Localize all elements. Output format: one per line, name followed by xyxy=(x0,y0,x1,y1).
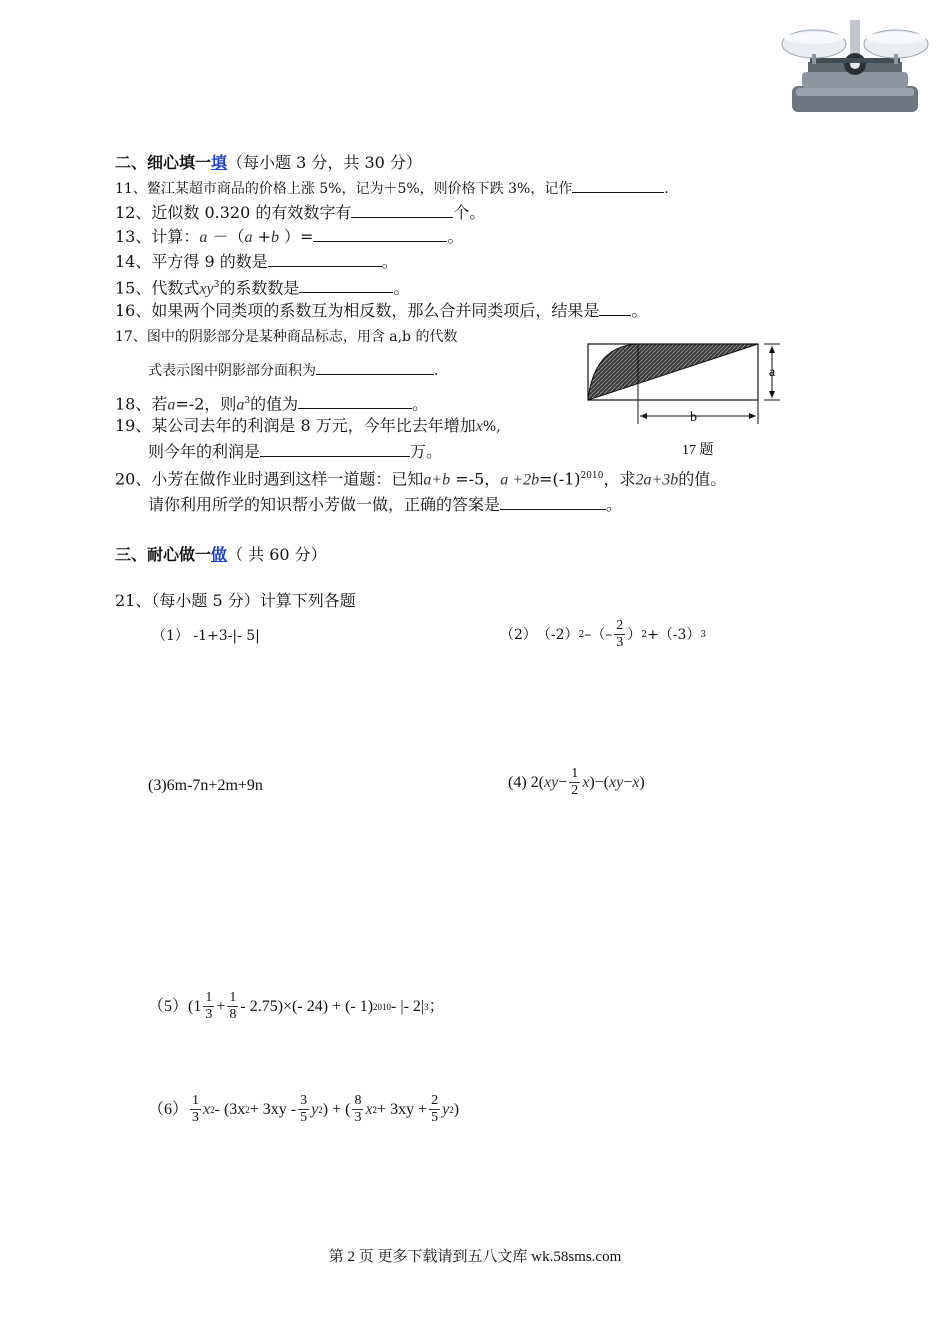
q11-end: . xyxy=(664,181,669,197)
q19-text: 19、某公司去年的利润是 8 万元，今年比去年增加 xyxy=(115,416,476,435)
q20-mid: ，求 xyxy=(603,469,636,489)
section-3-title: 三、耐心做一 xyxy=(115,545,212,564)
q21-p4-x: x xyxy=(582,773,590,791)
q21-p6-fraction-3 xyxy=(352,1093,363,1126)
page-footer xyxy=(0,1245,950,1266)
q21-p2-b: –（– xyxy=(584,626,613,643)
q21-p2-c: ） xyxy=(627,626,642,643)
q21-p6-a: x xyxy=(203,1100,211,1118)
q20-blank[interactable] xyxy=(500,494,606,510)
q21-p5-exp: 2010 xyxy=(373,1001,392,1012)
q21-p6-c: + 3xy - xyxy=(249,1100,297,1118)
question-21-header xyxy=(115,591,356,611)
balance-scale-icon xyxy=(780,14,930,118)
q21-p2-label: （2） xyxy=(500,626,537,643)
q21-part-2 xyxy=(500,618,706,651)
q12-text: 12、近似数 0.320 的有效数字有 xyxy=(115,203,352,222)
q20-eq-1: =-5， xyxy=(450,469,501,489)
q17-text: 17、图中的阴影部分是某种商品标志，用含 a,b 的代数 xyxy=(115,329,458,345)
section-2-note: （每小题 3 分，共 30 分） xyxy=(227,153,422,172)
q21-p5-b: - 2.75)×(- 24) + (- 1) xyxy=(240,997,374,1015)
q20-expr-3: 2a+3b xyxy=(635,471,679,489)
q18-var-a2: a xyxy=(236,396,245,414)
q21-p6-exp3: 2 xyxy=(318,1104,323,1115)
q20-end-2: 。 xyxy=(606,495,623,514)
q21-p3-expr: (3)6m-7n+2m+9n xyxy=(148,777,263,794)
q18-var-a: a xyxy=(167,396,176,414)
q20-text: 20、小芳在做作业时遇到这样一道题：已知 xyxy=(115,469,424,489)
q21-p6-exp1: 2 xyxy=(210,1104,215,1115)
q21-p6-f2-den: 5 xyxy=(300,1110,308,1125)
q21-p1-expr: （1） -1+3-|- 5| xyxy=(152,628,260,644)
question-19-line-2 xyxy=(148,441,442,462)
q13-end: 。 xyxy=(447,227,464,246)
q21-p6-fraction-4 xyxy=(429,1093,440,1126)
q19-var-x: x xyxy=(475,418,483,435)
q20-end: 的值。 xyxy=(678,469,727,489)
question-20-line-2 xyxy=(148,494,622,515)
q21-p6-fraction-1 xyxy=(190,1093,201,1126)
q15-text: 15、代数式 xyxy=(115,278,200,298)
q21-header-text: 21、（每小题 5 分）计算下列各题 xyxy=(115,591,356,610)
label-b: b xyxy=(690,410,697,425)
q21-p6-i: ) xyxy=(453,1100,460,1118)
section-3-note: （ 共 60 分） xyxy=(227,545,327,564)
q21-p5-fraction-1 xyxy=(203,990,214,1023)
q21-p4-den: 2 xyxy=(571,783,579,798)
q18-end: 。 xyxy=(412,394,429,414)
q13-var-a2: a xyxy=(244,229,253,246)
q14-text: 14、平方得 9 的数是 xyxy=(115,252,268,271)
q21-p6-exp5: 2 xyxy=(449,1104,454,1115)
q21-p6-e: ) + ( xyxy=(322,1100,351,1118)
q21-p5-f2-den: 8 xyxy=(229,1007,237,1022)
q21-p2-d: +（-3） xyxy=(647,626,701,643)
q13-plus: + xyxy=(252,227,271,246)
q13-close: ）= xyxy=(278,227,314,246)
q21-p5-f1-den: 3 xyxy=(205,1007,213,1022)
q21-p5-fraction-2 xyxy=(227,990,238,1023)
q21-p4-minus2: − xyxy=(623,773,633,791)
q13-var-b: b xyxy=(270,229,279,246)
q21-p5-plus: + xyxy=(216,997,226,1015)
question-14 xyxy=(115,251,398,272)
q20-exponent: 2010 xyxy=(580,471,604,481)
q21-p6-exp4: 2 xyxy=(372,1104,378,1115)
q21-p5-c: - |- 2| xyxy=(391,997,425,1015)
q13-text: 13、计算： xyxy=(115,227,200,246)
shaded-region xyxy=(588,344,758,400)
q21-p6-h: y xyxy=(442,1100,450,1118)
q15-blank[interactable] xyxy=(299,277,393,293)
q21-p4-close: ) xyxy=(639,773,645,791)
section-3-heading xyxy=(115,542,327,565)
question-16 xyxy=(115,300,647,321)
q16-text: 16、如果两个同类项的系数互为相反数，那么合并同类项后，结果是 xyxy=(115,301,600,320)
q20-text-2: 请你利用所学的知识帮小芳做一做，正确的答案是 xyxy=(148,495,501,514)
question-19 xyxy=(115,416,501,437)
q21-part-6 xyxy=(148,1093,459,1126)
q21-p2-a: （-2） xyxy=(536,626,579,643)
q15-exponent: 3 xyxy=(213,280,220,290)
question-17-line-2 xyxy=(148,359,438,381)
q21-p2-a-exp: 2 xyxy=(578,629,585,640)
q21-p4-fraction xyxy=(569,766,580,799)
figure-17 xyxy=(580,334,790,460)
q19-percent: %, xyxy=(482,419,501,435)
q21-p4-minus: − xyxy=(558,773,568,791)
q13-var-a: a xyxy=(199,229,208,246)
q13-blank[interactable] xyxy=(313,226,447,242)
q21-p6-f2-num: 3 xyxy=(300,1093,308,1108)
q20-eq-2: =(-1) xyxy=(539,469,581,489)
q15-var-xy: xy xyxy=(199,280,214,298)
q18-text-3: 的值为 xyxy=(250,394,299,414)
q19-text-2: 则今年的利润是 xyxy=(148,442,261,461)
q21-p2-num: 2 xyxy=(616,618,624,633)
q17-text-2: 式表示图中阴影部分面积为 xyxy=(148,363,316,379)
q21-p2-d-exp: 3 xyxy=(700,629,707,640)
section-2-heading xyxy=(115,150,422,173)
q21-p6-f: x xyxy=(365,1100,373,1118)
q21-p6-d: y xyxy=(311,1100,319,1118)
q18-exponent: 3 xyxy=(244,396,251,406)
q21-p4-label: (4) 2( xyxy=(508,773,544,791)
q21-p2-fraction xyxy=(614,618,625,651)
q15-end: 。 xyxy=(393,278,410,298)
q21-p6-g: + 3xy + xyxy=(377,1100,428,1118)
q17-blank[interactable] xyxy=(316,359,434,375)
question-13 xyxy=(115,226,463,248)
q19-blank[interactable] xyxy=(260,441,410,457)
section-2-link[interactable]: 填 xyxy=(211,153,228,172)
q13-minus: －（ xyxy=(207,227,245,246)
q21-p5-end: ； xyxy=(428,997,445,1015)
q21-p4-rest: )−( xyxy=(589,773,610,791)
q21-p5-a: (1 xyxy=(188,997,202,1015)
q11-text: 11、鳌江某超市商品的价格上涨 5%，记为＋5%，则价格下跌 3%，记作 xyxy=(115,181,573,197)
q21-p6-f3-num: 8 xyxy=(354,1093,362,1108)
q12-blank[interactable] xyxy=(351,202,453,218)
q18-text: 18、若 xyxy=(115,394,168,414)
q21-p6-f3-den: 3 xyxy=(354,1110,362,1125)
q11-blank[interactable] xyxy=(572,177,664,193)
q21-p6-fraction-2 xyxy=(298,1093,309,1126)
q21-p2-c-exp: 2 xyxy=(641,629,648,640)
q18-text-2: =-2，则 xyxy=(175,394,237,414)
q19-end: 万。 xyxy=(410,442,443,461)
q21-p6-f1-den: 3 xyxy=(192,1110,200,1125)
q21-p6-b: - (3x xyxy=(214,1100,246,1118)
q21-p5-f1-num: 1 xyxy=(205,990,213,1005)
q15-text-2: 的系数数是 xyxy=(219,278,300,298)
q21-p4-x2: x xyxy=(632,773,640,791)
q21-p5-exp2: 3 xyxy=(424,1001,429,1012)
question-17 xyxy=(115,327,457,347)
section-3-link[interactable]: 做 xyxy=(211,545,228,564)
label-a: a xyxy=(769,365,776,380)
q20-expr-1: a+b xyxy=(423,471,451,489)
q21-p6-label: （6） xyxy=(148,1100,189,1118)
q21-p6-f4-num: 2 xyxy=(431,1093,439,1108)
q21-p4-xy2: xy xyxy=(609,773,624,791)
q21-p4-xy: xy xyxy=(543,773,559,791)
q21-p6-f4-den: 5 xyxy=(431,1110,439,1125)
q21-part-1 xyxy=(152,626,260,646)
question-11 xyxy=(115,177,669,199)
q21-part-5 xyxy=(148,990,445,1023)
q21-p6-f1-num: 1 xyxy=(192,1093,200,1108)
q18-blank[interactable] xyxy=(298,393,412,409)
q21-p6-exp2: 2 xyxy=(245,1104,250,1115)
question-18 xyxy=(115,391,428,415)
footer-text: 第 2 页 更多下载请到五八文库 wk.58sms.com xyxy=(328,1249,622,1265)
q21-p5-f2-num: 1 xyxy=(229,990,237,1005)
q21-part-4 xyxy=(508,766,645,799)
q16-end: 。 xyxy=(631,301,648,320)
section-2-title: 二、细心填一 xyxy=(115,153,212,172)
q12-end: 个。 xyxy=(453,203,486,222)
q21-p4-num: 1 xyxy=(571,766,579,781)
q14-blank[interactable] xyxy=(268,251,382,267)
q21-p2-den: 3 xyxy=(616,635,624,650)
q21-part-3 xyxy=(148,776,263,796)
figure-caption: 17 题 xyxy=(682,443,714,458)
question-20 xyxy=(115,466,726,490)
q16-blank[interactable] xyxy=(599,300,631,316)
q17-end: . xyxy=(434,363,439,379)
question-12 xyxy=(115,202,485,223)
q14-end: 。 xyxy=(381,252,398,271)
question-15 xyxy=(115,275,409,299)
q21-p5-label: （5） xyxy=(148,997,189,1015)
q20-expr-2: a +2b xyxy=(500,471,540,489)
